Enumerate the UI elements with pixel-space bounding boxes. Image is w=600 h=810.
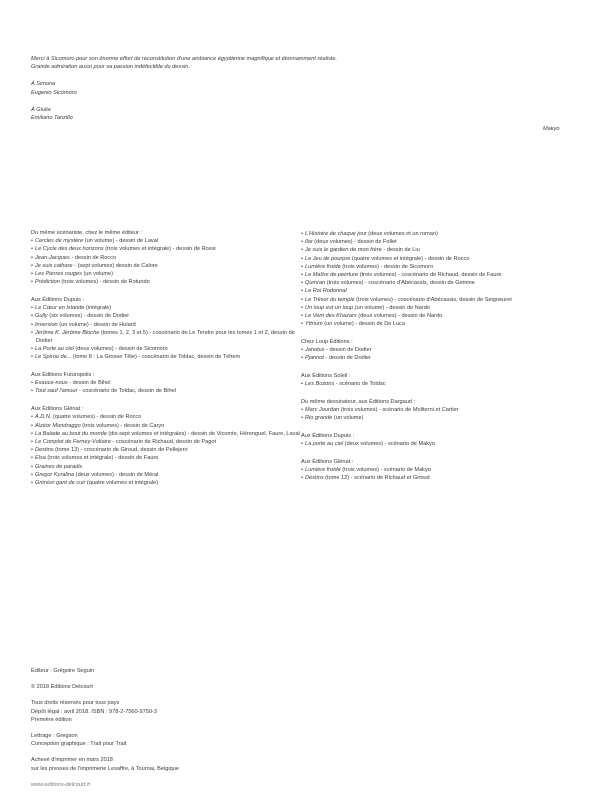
list-item: [301, 466, 571, 474]
rights-line: Tous droits réservés pour tous pays: [31, 700, 120, 707]
book-details: (trois volumes et intégrale) - dessin de Faure: [45, 455, 159, 462]
book-title: Tout sauf l'amour: [34, 388, 78, 395]
book-details: (intégrale): [84, 305, 112, 312]
book-title: Destins: [304, 475, 324, 482]
book-title: Janotus: [304, 347, 325, 354]
book-title: Qumran: [304, 280, 326, 287]
book-title: Marc Jourdan: [304, 407, 340, 414]
editor-line: Éditeur : Grégoire Seguin: [31, 668, 95, 674]
list-item: [301, 440, 571, 448]
book-details: (trois volumes) - scénario de Moliterni et Cartier: [339, 407, 459, 414]
book-details: - scénario de Toldac: [334, 381, 386, 388]
list-item: [301, 474, 571, 482]
bibliography-block: [31, 405, 301, 487]
book-details: (un volume) - dessin de Nardo: [353, 304, 430, 311]
list-item: [31, 270, 301, 278]
title-list: [31, 304, 301, 361]
title-list: [31, 237, 301, 286]
lettering-line: Lettrage : Gregson: [31, 733, 78, 740]
list-item: [31, 471, 301, 479]
design-line: Conception graphique : Trait pour Trait: [31, 741, 127, 748]
list-item: [31, 463, 301, 471]
signature: Makyo: [543, 126, 560, 132]
book-title: Cercles de mystère: [34, 238, 84, 245]
book-title: Gully: [34, 313, 48, 320]
list-item: [31, 312, 301, 320]
book-title: Ilar: [304, 239, 313, 246]
list-item: [31, 321, 301, 329]
title-list: [301, 346, 571, 362]
list-item: [31, 422, 301, 430]
book-details: (quatre volumes) - dessin de Rocco: [51, 414, 142, 421]
publisher-heading: Aux Éditions Glénat :: [31, 406, 84, 413]
list-item: [31, 345, 301, 353]
bibliography-left-column: [31, 229, 301, 497]
book-details: (six volumes) - dessin de Dodier: [47, 313, 130, 320]
edition-line: Première édition: [31, 716, 72, 723]
author-sicomoro: Eugenio Sicomoro: [31, 89, 77, 96]
book-title: La Porte au ciel: [34, 346, 74, 353]
book-details: (tome 8 : La Grosse Tête) - coscénario de Toldac, dessin de Téhem: [71, 354, 241, 361]
book-details: (trois volumes) - dessin de Rotundo: [59, 279, 150, 286]
book-details: (trois volumes et intégrale) - dessin de Rossi: [103, 246, 216, 253]
bibliography-block: [301, 458, 571, 483]
book-title: Elsa: [34, 455, 46, 462]
bibliography-block: [301, 372, 571, 388]
colophon: [31, 667, 301, 789]
list-item: [31, 430, 301, 438]
list-item: [31, 387, 301, 395]
book-details: (deux volumes et un roman): [366, 231, 438, 237]
book-title: Exauce-nous: [34, 380, 68, 387]
book-title: Le Maître de peinture: [304, 272, 359, 279]
list-item: [31, 479, 301, 487]
bibliography-block: [31, 229, 301, 286]
book-details: (trois volumes) - dessin de Caryn: [80, 422, 165, 429]
book-title: Le Cœur en Islande: [34, 305, 85, 312]
publisher-heading: Du même scénariste, chez le même éditeur :: [31, 230, 142, 236]
book-title: Le Cycle des deux horizons: [34, 246, 104, 253]
list-item: [301, 255, 571, 263]
publisher-heading: Du même dessinateur, aux Éditions Dargaud :: [301, 398, 416, 405]
book-title: Lumière froide: [304, 467, 341, 474]
bibliography-block: [301, 398, 571, 423]
publisher-heading: Aux Éditions Glénat :: [301, 458, 354, 465]
book-title: Les Bozons: [304, 381, 335, 388]
book-title: A.D.N.: [34, 414, 52, 421]
book-details: (un volume) - dessin de De Luca: [322, 321, 406, 328]
book-title: Le Spirou de...: [34, 354, 72, 361]
list-item: [301, 312, 571, 320]
bibliography-block: [301, 432, 571, 448]
book-details: - dessin de Rocco: [69, 254, 117, 261]
book-title: Inversion: [34, 321, 58, 328]
book-details: (trois volumes) - coscénario d'Abécassis, dessin de Seigneuret: [354, 296, 512, 303]
title-list: [31, 413, 301, 487]
book-details: (tomes 1, 2, 3 et 5) - coscénario de Le Tendre pour les tomes 1 et 2, dessin de Dodier: [36, 329, 295, 344]
book-details: (tome 12) - scénario de Richaud et Giroud: [323, 475, 430, 482]
list-item: [31, 304, 301, 312]
list-item: [301, 346, 571, 354]
list-item: [31, 438, 301, 446]
book-title: Jean-Jacques: [34, 254, 70, 261]
list-item: [301, 246, 571, 254]
book-title: Jérôme K. Jérôme Bloche: [34, 329, 100, 336]
list-item: [31, 353, 301, 361]
list-item: [301, 406, 571, 414]
book-title: Le Vent des Khazars: [304, 313, 357, 320]
book-title: Destins: [34, 447, 54, 454]
list-item: [301, 279, 571, 287]
book-details: (quatre volumes et intégrale): [85, 479, 159, 486]
publisher-heading: Aux Éditions Soleil :: [301, 373, 351, 380]
book-title: Lumière froide: [304, 263, 341, 270]
list-item: [31, 446, 301, 454]
title-list: [301, 406, 571, 422]
book-title: Le Jeu de pourpre: [304, 255, 351, 262]
book-details: (quatre volumes et intégrale) - dessin de Rocco: [350, 255, 470, 262]
title-list: [301, 466, 571, 482]
book-details: (deux volumes) - dessin de Méral: [74, 471, 159, 478]
book-details: (deux volumes) - dessin de Sicomoro: [73, 346, 168, 353]
list-item: [301, 304, 571, 312]
list-item: [31, 329, 301, 345]
book-details: - dessin de Dodier: [324, 347, 372, 354]
book-title: Je suis le gardien de mon frère: [304, 247, 382, 254]
title-list: [301, 230, 571, 328]
publisher-heading: Aux Éditions Dupuis :: [301, 433, 355, 440]
book-title: Grimion gant de cuir: [34, 479, 86, 486]
book-title: Graines de paradis: [34, 463, 83, 470]
book-details: (deux volumes) - dessin de Follet: [312, 239, 397, 246]
publisher-heading: Chez Loup Éditions :: [301, 338, 353, 345]
list-item: [31, 254, 301, 262]
bibliography-block: [31, 296, 301, 362]
book-title: Le Trésor du temple: [304, 296, 355, 303]
list-item: [301, 263, 571, 271]
title-list: [31, 379, 301, 395]
list-item: [31, 262, 301, 270]
bibliography-block: [301, 230, 571, 328]
book-details: (trois volumes) - scénario de Makyo: [340, 467, 431, 474]
list-item: [31, 379, 301, 387]
book-title: Le Roi Rodonnal: [304, 288, 347, 295]
book-details: (deux volumes) - dessin de Nardo: [356, 313, 443, 320]
book-title: Rio grande: [304, 415, 333, 422]
book-details: (deux volumes) - scénario de Makyo: [343, 441, 435, 448]
book-details: (un volume) - dessin de Hulard: [57, 321, 136, 328]
publisher-heading: Aux Éditions Dupuis :: [31, 296, 85, 303]
legal-deposit-line: Dépôt légal : avril 2018. ISBN : 978-2-7560-9750-3: [31, 708, 157, 715]
book-details: (trois volumes) - dessin de Sicomoro: [340, 263, 434, 270]
book-details: - dessin de Bihel: [67, 380, 111, 387]
list-item: [301, 271, 571, 279]
book-title: Le Complot de Ferney-Voltaire: [34, 438, 111, 445]
dedication: [31, 55, 571, 132]
list-item: [301, 230, 571, 238]
list-item: [301, 287, 571, 295]
dedication-line-2: Grande admiration aussi pour sa passion indéfectible du dessin.: [31, 64, 190, 71]
book-title: Un loup est un loup: [304, 304, 354, 311]
book-title: Je suis cathare: [34, 262, 73, 269]
list-item: [31, 278, 301, 286]
list-item: [301, 414, 571, 422]
book-details: - coscénario de Richaud, dessin de Pagot: [110, 438, 217, 445]
dedication-simona: À Simona: [31, 81, 56, 88]
author-tanzillo: Emiliano Tanzillo: [31, 115, 73, 122]
book-details: (trois volumes) - coscénario d'Abécassis, dessin de Gemine: [325, 280, 475, 287]
book-title: L'Histoire de chaque jour: [304, 231, 367, 237]
book-details: - dessin de Dodier: [323, 355, 371, 362]
printed-line: Achevé d'imprimer en mars 2018: [31, 757, 113, 764]
book-details: (dix-sept volumes et intégrales) - dessin de Vicomte, Hérenguel, Faure, Laval: [106, 430, 300, 437]
list-item: [301, 238, 571, 246]
book-title: Alzéor Mondraggo: [34, 422, 81, 429]
bibliography-block: [301, 338, 571, 363]
list-item: [31, 413, 301, 421]
list-item: [31, 237, 301, 245]
dedication-giulia: À Giulia: [31, 106, 51, 113]
publisher-website-link[interactable]: www.editions-delcourt.fr: [31, 781, 91, 788]
list-item: [301, 354, 571, 362]
list-item: [31, 454, 301, 462]
dedication-line-1: Merci à Sicomoro pour son énorme effort de reconstitution d'une ambiance égyptienne magnifique et étonnamment réaliste.: [31, 56, 338, 62]
copyright-line: © 2018 Éditions Delcourt: [31, 684, 93, 691]
book-details: - coscénario de Toldac, dessin de Bihel: [77, 388, 176, 395]
book-title: La Balade au bout du monde: [34, 430, 107, 437]
book-title: Les Pierres rouges: [34, 271, 82, 278]
list-item: [301, 380, 571, 388]
book-title: Prédiction: [34, 279, 60, 286]
book-details: (un volume): [332, 415, 364, 422]
list-item: [301, 296, 571, 304]
book-title: La porte au ciel: [304, 441, 344, 448]
printer-line: sur les presses de l'imprimerie Lesaffre, à Tournai, Belgique: [31, 765, 179, 772]
list-item: [31, 245, 301, 253]
bibliography-block: [31, 371, 301, 396]
book-details: (tome 13) - coscénario de Giroud, dessin de Pellejero: [53, 447, 188, 454]
publisher-heading: Aux Éditions Futuropolis :: [31, 372, 95, 379]
book-details: - dessin de Liu: [381, 247, 420, 254]
bibliography-right-column: [301, 230, 571, 492]
book-details: (un volume) - dessin de Laval: [83, 238, 159, 245]
book-details: (un volume): [81, 271, 114, 278]
book-details: (trois volumes) - coscénario de Richaud, dessin de Faure: [358, 272, 502, 279]
book-title: Pjannot: [304, 355, 324, 362]
book-title: Yttrium: [304, 321, 323, 328]
list-item: [301, 320, 571, 328]
title-list: [301, 440, 571, 448]
title-list: [301, 380, 571, 388]
book-title: Gregor Kyralina: [34, 471, 75, 478]
book-details: - (sept volumes) dessin de Calore: [72, 262, 158, 269]
